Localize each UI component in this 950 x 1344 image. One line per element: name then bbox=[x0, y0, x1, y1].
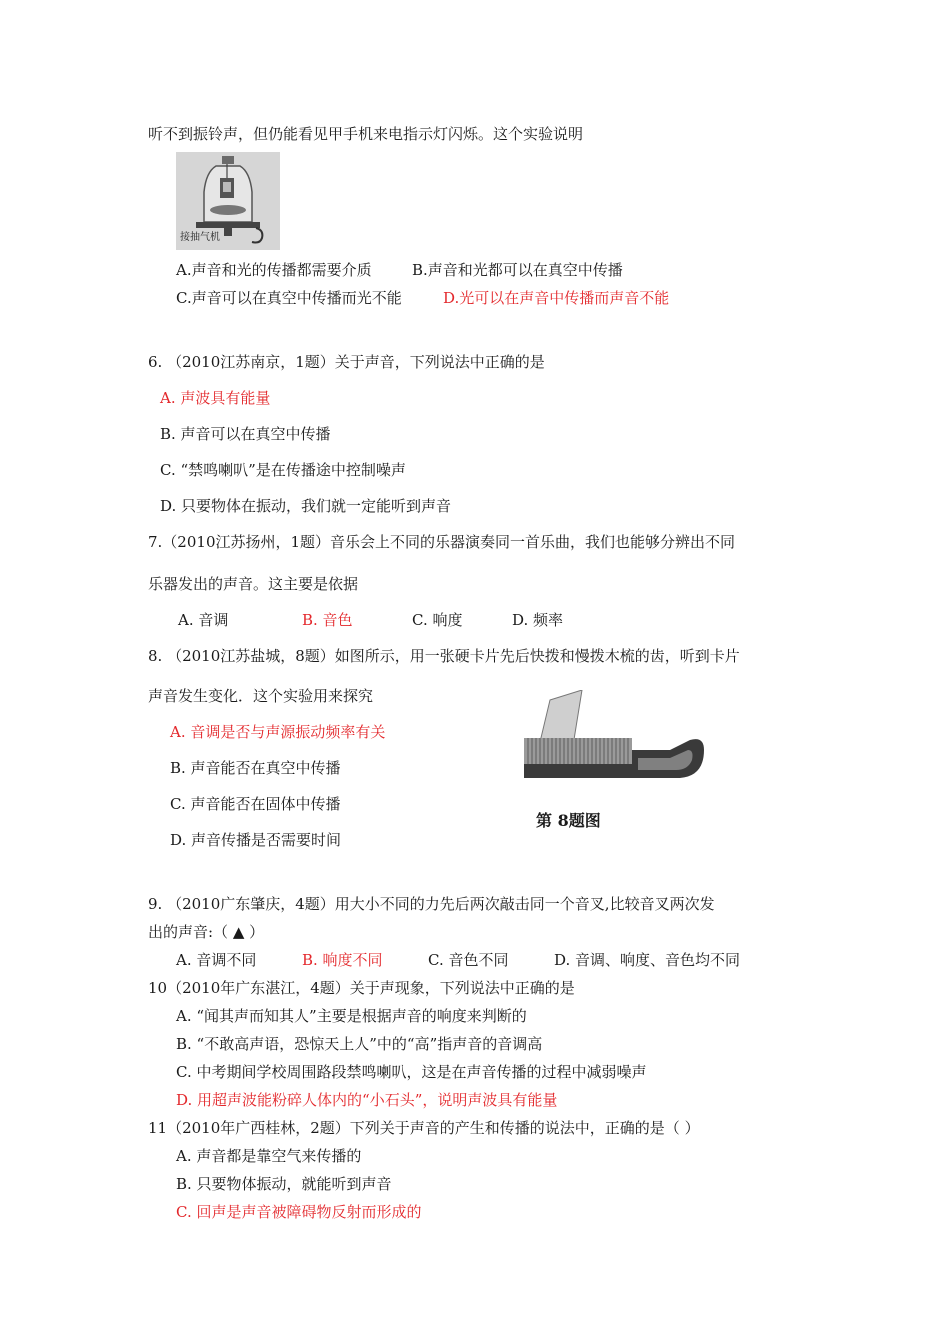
q7-stem-line2: 乐器发出的声音。这主要是依据 bbox=[148, 575, 359, 593]
q7-option-d: D. 频率 bbox=[512, 611, 564, 629]
q11-option-c: C. 回声是声音被障碍物反射而形成的 bbox=[176, 1203, 422, 1221]
bell-jar-image bbox=[176, 152, 280, 250]
comb-image bbox=[520, 690, 710, 794]
q6-option-d: D. 只要物体在振动，我们就一定能听到声音 bbox=[160, 497, 452, 515]
q8-option-d: D. 声音传播是否需要时间 bbox=[170, 831, 342, 849]
q6-stem: 6. （2010江苏南京，1题）关于声音，下列说法中正确的是 bbox=[148, 353, 545, 371]
q10-stem: 10（2010年广东湛江，4题）关于声现象，下列说法中正确的是 bbox=[148, 979, 575, 997]
q9-stem-line1: 9. （2010广东肇庆，4题）用大小不同的力先后两次敲击同一个音叉,比较音叉两次发 bbox=[148, 895, 715, 913]
q7-option-a: A. 音调 bbox=[178, 611, 229, 629]
q7-option-c: C. 响度 bbox=[412, 611, 463, 629]
bell-jar-figure bbox=[176, 152, 280, 250]
q8-stem-line2: 声音发生变化．这个实验用来探究 bbox=[148, 687, 374, 705]
q8-figure-caption: 第 8题图 bbox=[536, 811, 601, 830]
q5-option-c: C.声音可以在真空中传播而光不能 bbox=[176, 289, 402, 307]
q9-option-b: B. 响度不同 bbox=[302, 951, 383, 969]
q6-option-c: C. “禁鸣喇叭”是在传播途中控制噪声 bbox=[160, 461, 406, 479]
figure-label: 接抽气机 bbox=[180, 232, 220, 243]
q8-option-c: C. 声音能否在固体中传播 bbox=[170, 795, 341, 813]
q5-option-b: B.声音和光都可以在真空中传播 bbox=[412, 261, 623, 279]
q5-intro: 听不到振铃声，但仍能看见甲手机来电指示灯闪烁。这个实验说明 bbox=[148, 125, 584, 143]
q9-option-a: A. 音调不同 bbox=[176, 951, 257, 969]
q7-stem-line1: 7.（2010江苏扬州，1题）音乐会上不同的乐器演奏同一首乐曲，我们也能够分辨出不同 bbox=[148, 533, 736, 551]
q11-option-b: B. 只要物体振动，就能听到声音 bbox=[176, 1175, 392, 1193]
q5-option-a: A.声音和光的传播都需要介质 bbox=[176, 261, 372, 279]
q9-option-d: D. 音调、响度、音色均不同 bbox=[554, 951, 741, 969]
comb-figure bbox=[520, 690, 710, 794]
q11-option-a: A. 声音都是靠空气来传播的 bbox=[176, 1147, 362, 1165]
q10-option-c: C. 中考期间学校周围路段禁鸣喇叭，这是在声音传播的过程中减弱噪声 bbox=[176, 1063, 647, 1081]
q8-option-a: A. 音调是否与声源振动频率有关 bbox=[170, 723, 386, 741]
q6-option-a: A. 声波具有能量 bbox=[160, 389, 271, 407]
q10-option-a: A. “闻其声而知其人”主要是根据声音的响度来判断的 bbox=[176, 1007, 527, 1025]
q10-option-b: B. “不敢高声语，恐惊天上人”中的“高”指声音的音调高 bbox=[176, 1035, 543, 1053]
q11-stem: 11（2010年广西桂林，2题）下列关于声音的产生和传播的说法中，正确的是（ ） bbox=[148, 1119, 700, 1137]
q7-option-b: B. 音色 bbox=[302, 611, 353, 629]
q9-stem-line2: 出的声音:（ ▲ ） bbox=[148, 923, 265, 941]
q6-option-b: B. 声音可以在真空中传播 bbox=[160, 425, 331, 443]
q8-stem-line1: 8. （2010江苏盐城，8题）如图所示，用一张硬卡片先后快拨和慢拨木梳的齿，听到卡片 bbox=[148, 647, 740, 665]
q9-option-c: C. 音色不同 bbox=[428, 951, 509, 969]
q10-option-d: D. 用超声波能粉碎人体内的“小石头”，说明声波具有能量 bbox=[176, 1091, 558, 1109]
q8-option-b: B. 声音能否在真空中传播 bbox=[170, 759, 341, 777]
q5-option-d: D.光可以在声音中传播而声音不能 bbox=[443, 289, 670, 307]
